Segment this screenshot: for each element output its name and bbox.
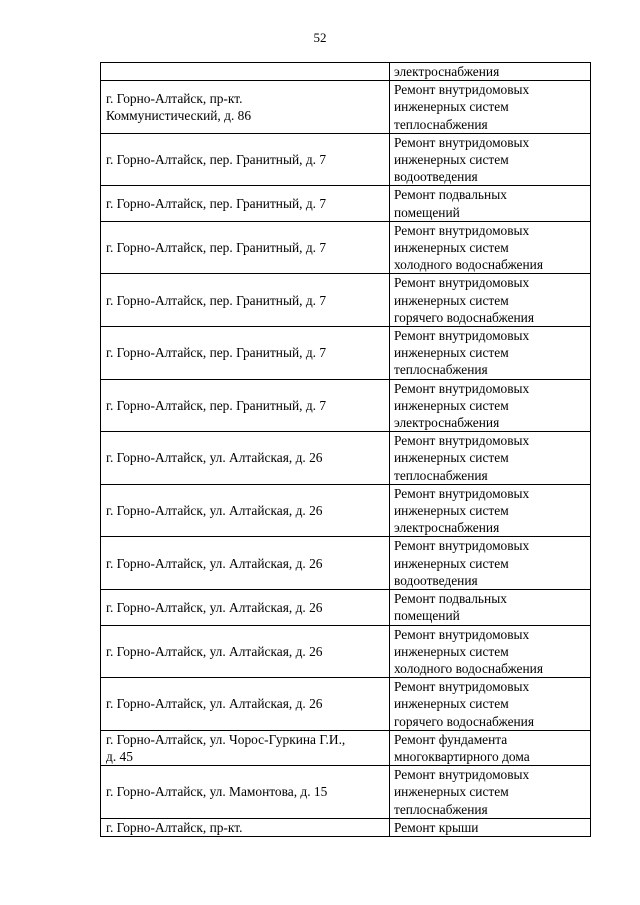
table-row	[101, 678, 591, 731]
work-type-cell	[390, 766, 591, 819]
work-type-line: Ремонт крыши	[394, 819, 479, 835]
table-row	[101, 133, 591, 186]
work-type-line: Ремонт внутридомовых	[394, 380, 530, 396]
work-type-line: электроснабжения	[394, 520, 500, 536]
work-type-line: Ремонт внутридомовых	[394, 626, 530, 642]
address-cell	[101, 133, 390, 186]
address-line: г. Горно-Алтайск, пер. Гранитный, д. 7	[106, 292, 327, 308]
work-type-line: Ремонт внутридомовых	[394, 538, 530, 554]
work-type-cell	[390, 274, 591, 327]
work-type-line: помещений	[394, 204, 460, 220]
work-type-line: водоотведения	[394, 572, 478, 588]
work-type-line: инженерных систем	[394, 99, 509, 115]
work-type-line: горячего водоснабжения	[394, 309, 535, 325]
work-type-line: инженерных систем	[394, 696, 509, 712]
repair-works-table-body	[101, 63, 591, 837]
work-type-line: Ремонт фундамента	[394, 731, 508, 747]
address-line: г. Горно-Алтайск, ул. Чорос-Гуркина Г.И.,	[106, 731, 346, 747]
table-row	[101, 484, 591, 537]
work-type-line: Ремонт внутридомовых	[394, 328, 530, 344]
address-cell	[101, 274, 390, 327]
address-line: Коммунистический, д. 86	[106, 108, 252, 123]
address-cell	[101, 484, 390, 537]
table-row	[101, 274, 591, 327]
address-line: г. Горно-Алтайск, ул. Алтайская, д. 26	[106, 450, 323, 466]
work-type-cell	[390, 484, 591, 537]
work-type-line: горячего водоснабжения	[394, 713, 535, 729]
work-type-line: холодного водоснабжения	[394, 660, 543, 676]
address-line: г. Горно-Алтайск, ул. Алтайская, д. 26	[106, 599, 323, 615]
work-type-cell	[390, 81, 591, 134]
address-cell	[101, 379, 390, 432]
work-type-line: инженерных систем	[394, 503, 509, 519]
table-row	[101, 818, 591, 836]
work-type-line: теплоснабжения	[394, 467, 488, 483]
work-type-line: помещений	[394, 608, 460, 624]
address-cell	[101, 63, 390, 81]
address-line: г. Горно-Алтайск, пр-кт.	[106, 90, 243, 106]
work-type-line: электроснабжения	[394, 64, 500, 79]
work-type-cell	[390, 818, 591, 836]
table-row	[101, 625, 591, 678]
address-cell	[101, 590, 390, 625]
table-row	[101, 379, 591, 432]
work-type-line: Ремонт внутридомовых	[394, 679, 530, 695]
table-row	[101, 766, 591, 819]
address-line: г. Горно-Алтайск, пер. Гранитный, д. 7	[106, 152, 327, 168]
address-line: г. Горно-Алтайск, пер. Гранитный, д. 7	[106, 345, 327, 361]
address-line: г. Горно-Алтайск, ул. Алтайская, д. 26	[106, 696, 323, 712]
address-line: г. Горно-Алтайск, ул. Алтайская, д. 26	[106, 555, 323, 571]
table-row	[101, 730, 591, 765]
work-type-line: Ремонт внутридомовых	[394, 433, 530, 449]
table-row	[101, 537, 591, 590]
address-line: г. Горно-Алтайск, ул. Алтайская, д. 26	[106, 643, 323, 659]
work-type-line: Ремонт подвальных	[394, 187, 507, 203]
address-line: г. Горно-Алтайск, пр-кт.	[106, 819, 243, 835]
address-cell	[101, 81, 390, 134]
address-line: г. Горно-Алтайск, пер. Гранитный, д. 7	[106, 196, 327, 212]
work-type-line: инженерных систем	[394, 784, 509, 800]
work-type-line: водоотведения	[394, 169, 478, 185]
work-type-cell	[390, 379, 591, 432]
work-type-line: инженерных систем	[394, 240, 509, 256]
work-type-line: инженерных систем	[394, 152, 509, 168]
work-type-line: теплоснабжения	[394, 801, 488, 817]
work-type-line: теплоснабжения	[394, 362, 488, 378]
work-type-line: Ремонт внутридомовых	[394, 222, 530, 238]
work-type-line: Ремонт внутридомовых	[394, 82, 530, 98]
table-row	[101, 590, 591, 625]
work-type-cell	[390, 625, 591, 678]
address-cell	[101, 186, 390, 221]
work-type-line: инженерных систем	[394, 397, 509, 413]
work-type-line: инженерных систем	[394, 292, 509, 308]
work-type-line: холодного водоснабжения	[394, 257, 543, 273]
work-type-line: инженерных систем	[394, 345, 509, 361]
table-row	[101, 221, 591, 274]
work-type-line: инженерных систем	[394, 643, 509, 659]
address-cell	[101, 625, 390, 678]
repair-works-table	[100, 62, 591, 837]
work-type-line: инженерных систем	[394, 555, 509, 571]
work-type-cell	[390, 537, 591, 590]
work-type-line: инженерных систем	[394, 450, 509, 466]
work-type-line: многоквартирного дома	[394, 748, 530, 764]
address-cell	[101, 818, 390, 836]
table-row	[101, 432, 591, 485]
address-cell	[101, 678, 390, 731]
address-line: д. 45	[106, 748, 133, 764]
address-line: г. Горно-Алтайск, пер. Гранитный, д. 7	[106, 240, 327, 256]
work-type-cell	[390, 186, 591, 221]
work-type-cell	[390, 678, 591, 731]
work-type-cell	[390, 327, 591, 380]
address-line: г. Горно-Алтайск, ул. Мамонтова, д. 15	[106, 784, 328, 800]
table-row	[101, 63, 591, 81]
address-cell	[101, 766, 390, 819]
work-type-line: Ремонт внутридомовых	[394, 275, 530, 291]
table-row	[101, 186, 591, 221]
address-cell	[101, 221, 390, 274]
address-line: г. Горно-Алтайск, пер. Гранитный, д. 7	[106, 397, 327, 413]
table-row	[101, 327, 591, 380]
work-type-line: Ремонт подвальных	[394, 591, 507, 607]
work-type-line: Ремонт внутридомовых	[394, 767, 530, 783]
address-cell	[101, 537, 390, 590]
work-type-line: Ремонт внутридомовых	[394, 134, 530, 150]
work-type-cell	[390, 133, 591, 186]
work-type-line: электроснабжения	[394, 415, 500, 431]
address-cell	[101, 432, 390, 485]
table-row	[101, 81, 591, 134]
work-type-cell	[390, 63, 591, 81]
address-line: г. Горно-Алтайск, ул. Алтайская, д. 26	[106, 503, 323, 519]
work-type-cell	[390, 221, 591, 274]
address-cell	[101, 730, 390, 765]
work-type-cell	[390, 590, 591, 625]
work-type-line: теплоснабжения	[394, 116, 488, 132]
work-type-cell	[390, 432, 591, 485]
work-type-cell	[390, 730, 591, 765]
work-type-line: Ремонт внутридомовых	[394, 485, 530, 501]
page-number: 52	[313, 30, 327, 45]
address-cell	[101, 327, 390, 380]
